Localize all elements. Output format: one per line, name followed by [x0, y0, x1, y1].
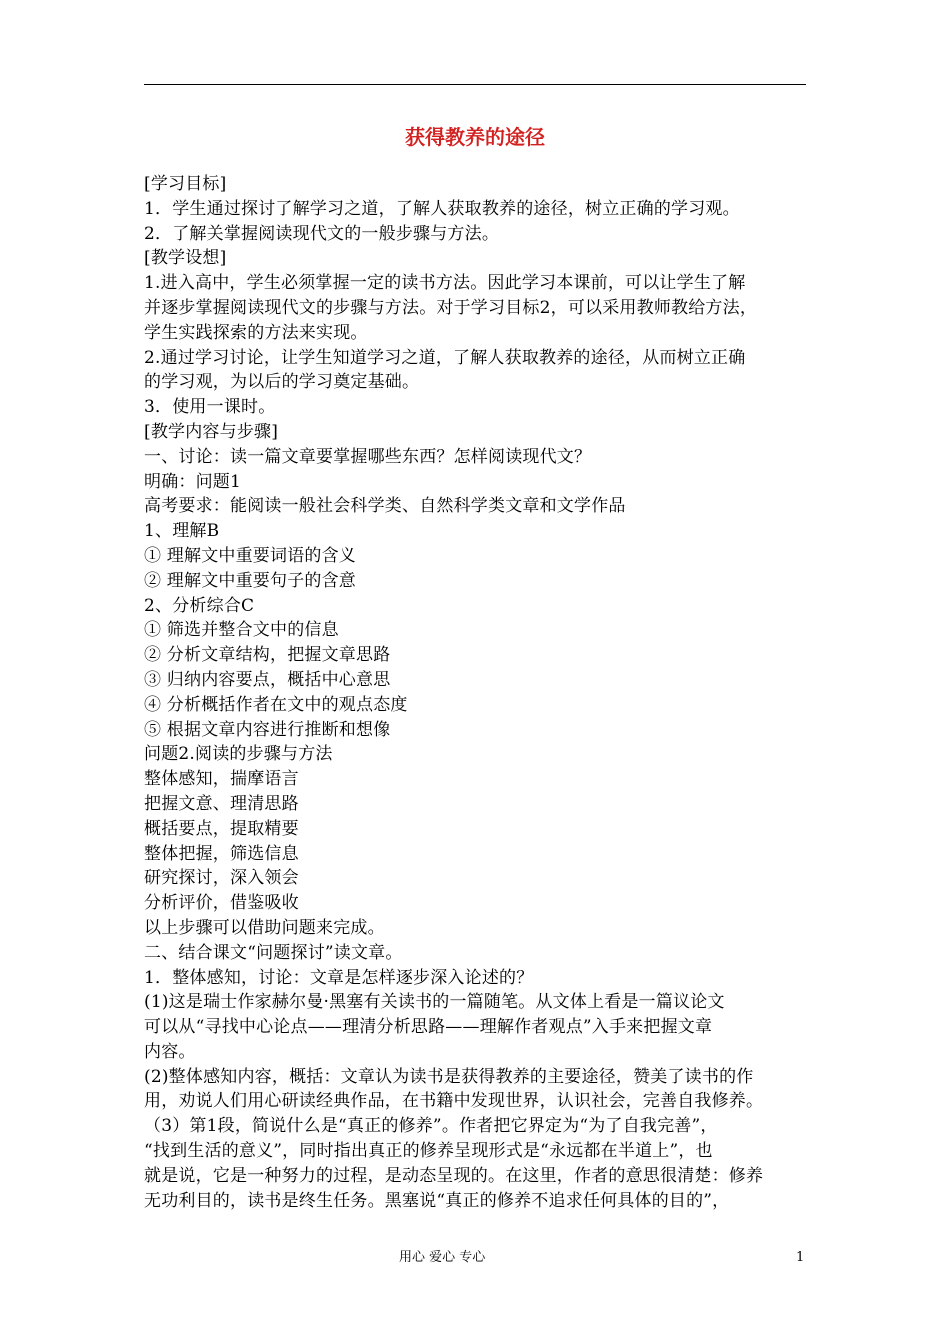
- text-line: ⑤ 根据文章内容进行推断和想像: [144, 719, 391, 740]
- text-line: 2．了解关掌握阅读现代文的一般步骤与方法。: [144, 223, 500, 244]
- text-line: 二、结合课文“问题探讨”读文章。: [144, 942, 403, 963]
- text-line: 2.通过学习讨论，让学生知道学习之道，了解人获取教养的途径，从而树立正确: [144, 347, 746, 368]
- text-line: 1.进入高中，学生必须掌握一定的读书方法。因此学习本课前，可以让学生了解: [144, 273, 746, 294]
- text-line: ③ 归纳内容要点，概括中心意思: [144, 669, 391, 690]
- text-line: [教学设想]: [144, 248, 227, 269]
- text-line: 1、理解B: [144, 521, 220, 542]
- text-line: 3．使用一课时。: [144, 397, 276, 418]
- text-line: 就是说，它是一种努力的过程，是动态呈现的。在这里，作者的意思很清楚：修养: [144, 1165, 764, 1186]
- text-line: [教学内容与步骤]: [144, 421, 279, 442]
- text-line: （3）第1段，简说什么是“真正的修养”。作者把它界定为“为了自我完善”，: [144, 1116, 718, 1137]
- text-line: 高考要求：能阅读一般社会科学类、自然科学类文章和文学作品: [144, 496, 626, 517]
- text-line: (1)这是瑞士作家赫尔曼·黑塞有关读书的一篇随笔。从文体上看是一篇议论文: [144, 992, 725, 1013]
- text-line: 把握文意、理清思路: [144, 793, 299, 814]
- text-line: (2)整体感知内容，概括：文章认为读书是获得教养的主要途径，赞美了读书的作: [144, 1066, 754, 1087]
- footer-text: 用心 爱心 专心: [399, 1250, 486, 1265]
- page-number: 1: [796, 1250, 805, 1265]
- text-line: 分析评价，借鉴吸收: [144, 893, 299, 914]
- text-line: ① 理解文中重要词语的含义: [144, 545, 357, 566]
- text-line: 并逐步掌握阅读现代文的步骤与方法。对于学习目标2，可以采用教师教给方法，: [144, 297, 758, 318]
- text-line: 明确：问题1: [144, 471, 242, 492]
- header-rule: [144, 84, 806, 85]
- text-line: ② 理解文中重要句子的含意: [144, 570, 357, 591]
- text-line: 内容。: [144, 1041, 196, 1062]
- text-line: 整体感知，揣摩语言: [144, 769, 299, 790]
- text-line: 无功利目的，读书是终生任务。黑塞说“真正的修养不追求任何具体的目的”，: [144, 1190, 730, 1211]
- document-body: [144, 172, 808, 1213]
- text-line: “找到生活的意义”，同时指出真正的修养呈现形式是“永远都在半道上”，也: [144, 1141, 713, 1162]
- text-line: 1．学生通过探讨了解学习之道，了解人获取教养的途径，树立正确的学习观。: [144, 198, 740, 219]
- text-line: 研究探讨，深入领会: [144, 868, 299, 889]
- text-line: ② 分析文章结构，把握文章思路: [144, 645, 391, 666]
- text-line: 以上步骤可以借助问题来完成。: [144, 917, 385, 938]
- text-line: ④ 分析概括作者在文中的观点态度: [144, 694, 408, 715]
- text-line: 1．整体感知，讨论：文章是怎样逐步深入论述的？: [144, 967, 534, 988]
- text-line: 2、分析综合C: [144, 595, 255, 616]
- text-line: 问题2.阅读的步骤与方法: [144, 744, 333, 765]
- text-line: 概括要点，提取精要: [144, 818, 299, 839]
- text-line: 可以从“寻找中心论点——理清分析思路——理解作者观点”入手来把握文章: [144, 1017, 713, 1038]
- text-line: [学习目标]: [144, 174, 227, 194]
- text-line: ① 筛选并整合文中的信息: [144, 620, 339, 641]
- text-line: 整体把握，筛选信息: [144, 843, 299, 864]
- text-line: 学生实践探索的方法来实现。: [144, 322, 368, 343]
- text-line: 一、讨论：读一篇文章要掌握哪些东西？怎样阅读现代文？: [144, 446, 592, 467]
- document-title: 获得教养的途径: [405, 125, 545, 149]
- text-line: 的学习观，为以后的学习奠定基础。: [144, 372, 420, 393]
- text-line: 用，劝说人们用心研读经典作品，在书籍中发现世界，认识社会，完善自我修养。: [144, 1091, 764, 1112]
